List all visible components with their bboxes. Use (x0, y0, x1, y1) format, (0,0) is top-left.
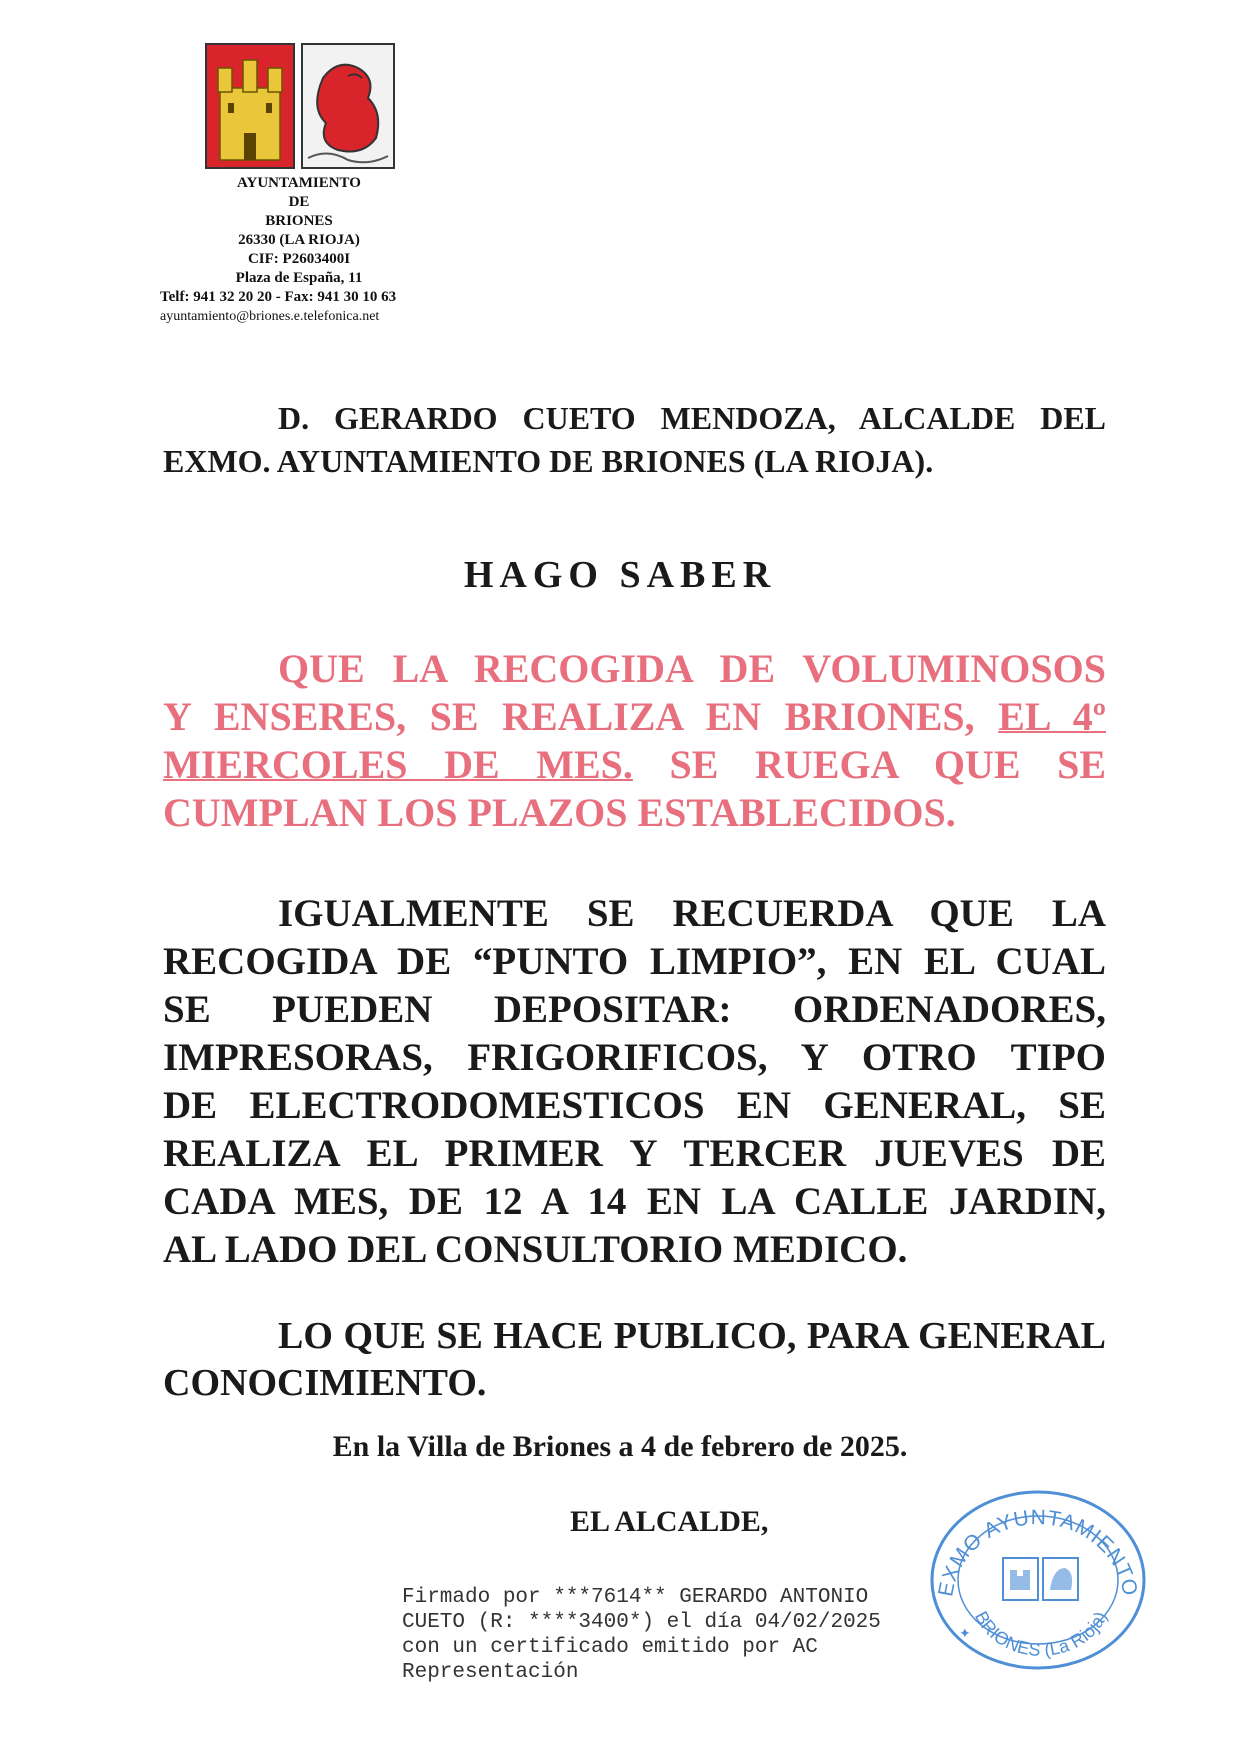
reminder-line: SE PUEDEN DEPOSITAR: ORDENADORES, (163, 988, 1106, 1031)
heading-hago-saber: HAGO SABER (463, 554, 777, 596)
official-stamp-icon (925, 1480, 1150, 1670)
signatory-title: EL ALCALDE, (570, 1505, 769, 1538)
letterhead-line: DE (288, 194, 310, 210)
reminder-line: IGUALMENTE SE RECUERDA QUE LA (278, 892, 1106, 935)
notice-highlight: EL 4º (998, 694, 1106, 739)
punto-limpio-paragraph (163, 890, 1106, 1274)
reminder-line: REALIZA EL PRIMER Y TERCER JUEVES DE (163, 1132, 1106, 1175)
stamp-bottom-text: BRIONES (La Rioja) (971, 1607, 1111, 1660)
notice-line (163, 693, 1106, 741)
closing-paragraph (163, 1313, 1106, 1407)
notice-text: SE RUEGA QUE SE (632, 742, 1106, 787)
letterhead-line: AYUNTAMIENTO (237, 175, 361, 191)
signature-line: CUETO (R: ****3400*) el día 04/02/2025 (402, 1611, 881, 1634)
notice-text: Y ENSERES, SE REALIZA EN BRIONES, (163, 694, 999, 739)
reminder-line: RECOGIDA DE “PUNTO LIMPIO”, EN EL CUAL (163, 940, 1106, 983)
collection-notice (163, 645, 1106, 837)
stamp-top-text: EXMO AYUNTAMIENTO (934, 1506, 1142, 1599)
closing-line: CONOCIMIENTO. (163, 1362, 487, 1404)
signature-line: Firmado por ***7614** GERARDO ANTONIO (402, 1586, 869, 1609)
briones-coat-of-arms-icon (198, 38, 398, 170)
closing-line: LO QUE SE HACE PUBLICO, PARA GENERAL (278, 1315, 1106, 1357)
letterhead-address: Plaza de España, 11 (235, 270, 363, 286)
svg-text:BRIONES (La Rioja) (971, 1608, 1111, 1660)
document-date: En la Villa de Briones a 4 de febrero de 2025. (332, 1430, 908, 1463)
intro-paragraph (163, 397, 1106, 483)
letterhead-email: ayuntamiento@briones.e.telefonica.net (160, 309, 380, 324)
letterhead (160, 174, 438, 326)
notice-highlight: MIERCOLES DE MES. (163, 742, 633, 787)
notice-line (163, 741, 1106, 789)
letterhead-phone: Telf: 941 32 20 20 - Fax: 941 30 10 63 (160, 289, 397, 305)
signature-line: con un certificado emitido por AC (402, 1636, 818, 1659)
reminder-line: AL LADO DEL CONSULTORIO MEDICO. (163, 1228, 908, 1271)
letterhead-line: BRIONES (265, 213, 333, 229)
reminder-line: DE ELECTRODOMESTICOS EN GENERAL, SE (163, 1084, 1106, 1127)
reminder-line: CADA MES, DE 12 A 14 EN LA CALLE JARDIN, (163, 1180, 1106, 1223)
signature-line: Representación (402, 1661, 579, 1684)
intro-line: EXMO. AYUNTAMIENTO DE BRIONES (LA RIOJA). (163, 443, 934, 479)
notice-line: QUE LA RECOGIDA DE VOLUMINOSOS (278, 646, 1106, 691)
letterhead-postal: 26330 (LA RIOJA) (238, 232, 360, 248)
digital-signature (402, 1585, 881, 1685)
intro-line: D. GERARDO CUETO MENDOZA, ALCALDE DEL (278, 400, 1106, 436)
letterhead-cif: CIF: P2603400I (247, 251, 351, 267)
notice-line: CUMPLAN LOS PLAZOS ESTABLECIDOS. (163, 790, 956, 835)
reminder-line: IMPRESORAS, FRIGORIFICOS, Y OTRO TIPO (163, 1036, 1106, 1079)
svg-text:✦: ✦ (959, 1625, 971, 1641)
